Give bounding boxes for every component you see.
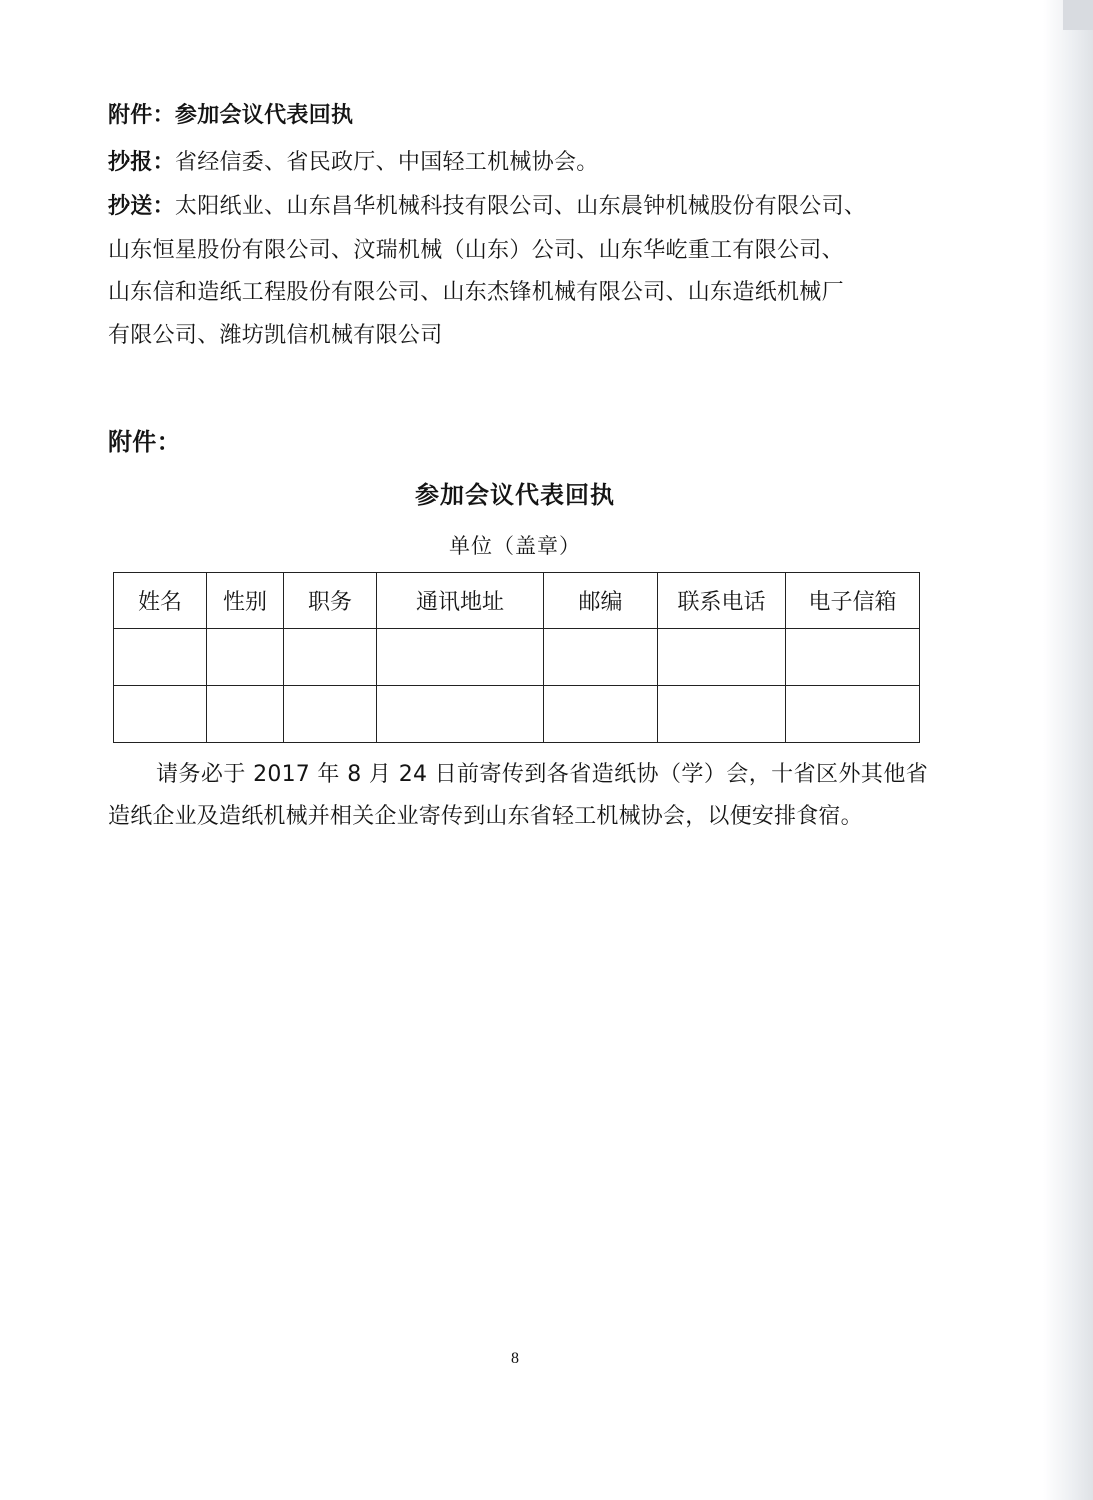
table-cell — [377, 686, 544, 743]
cc-send-line-4: 有限公司、潍坊凯信机械有限公司 — [108, 323, 443, 348]
table-cell — [207, 629, 284, 686]
table-header-row — [114, 573, 920, 629]
reply-form-table — [113, 572, 920, 743]
column-header-gender: 性别 — [207, 573, 284, 629]
cc-send-line-2: 山东恒星股份有限公司、汶瑞机械（山东）公司、山东华屹重工有限公司、 — [108, 238, 844, 263]
table-cell — [786, 629, 920, 686]
column-header-address: 通讯地址 — [377, 573, 544, 629]
column-header-email: 电子信箱 — [786, 573, 920, 629]
page-number: 8 — [511, 1350, 519, 1367]
cc-send-line-3: 山东信和造纸工程股份有限公司、山东杰锋机械有限公司、山东造纸机械厂 — [108, 280, 844, 305]
table-row — [114, 686, 920, 743]
cc-send-label: 抄送： — [108, 194, 175, 219]
column-header-phone: 联系电话 — [658, 573, 786, 629]
table-cell — [544, 629, 658, 686]
column-header-position: 职务 — [284, 573, 377, 629]
table-cell — [786, 686, 920, 743]
attachment-heading: 附件： — [108, 428, 181, 456]
attachment-line: 附件：参加会议代表回执 — [108, 103, 354, 128]
unit-seal-label: 单位（盖章） — [449, 534, 581, 558]
table-cell — [114, 686, 207, 743]
table-cell — [377, 629, 544, 686]
column-header-postcode: 邮编 — [544, 573, 658, 629]
cc-report-line — [108, 145, 599, 176]
cc-send-text-1: 太阳纸业、山东昌华机械科技有限公司、山东晨钟机械股份有限公司、 — [174, 194, 867, 219]
cc-report-text: 省经信委、省民政厅、中国轻工机械协会。 — [174, 150, 599, 175]
table-cell — [207, 686, 284, 743]
form-title: 参加会议代表回执 — [415, 481, 615, 509]
cc-report-label: 抄报： — [108, 150, 175, 175]
table-row — [114, 629, 920, 686]
table-cell — [114, 629, 207, 686]
table-cell — [284, 686, 377, 743]
cc-send-line-1 — [108, 189, 866, 220]
submission-note: 请务必于 2017 年 8 月 24 日前寄传到各省造纸协（学）会，十省区外其他省造纸企业及造纸机械并相关企业寄传到山东省轻工机械协会，以便安排食宿。 — [108, 762, 928, 829]
table-cell — [544, 686, 658, 743]
table-cell — [658, 686, 786, 743]
scan-edge-shadow — [1043, 0, 1093, 1500]
column-header-name: 姓名 — [114, 573, 207, 629]
table-cell — [658, 629, 786, 686]
scan-corner-shadow — [1063, 0, 1093, 30]
table-cell — [284, 629, 377, 686]
